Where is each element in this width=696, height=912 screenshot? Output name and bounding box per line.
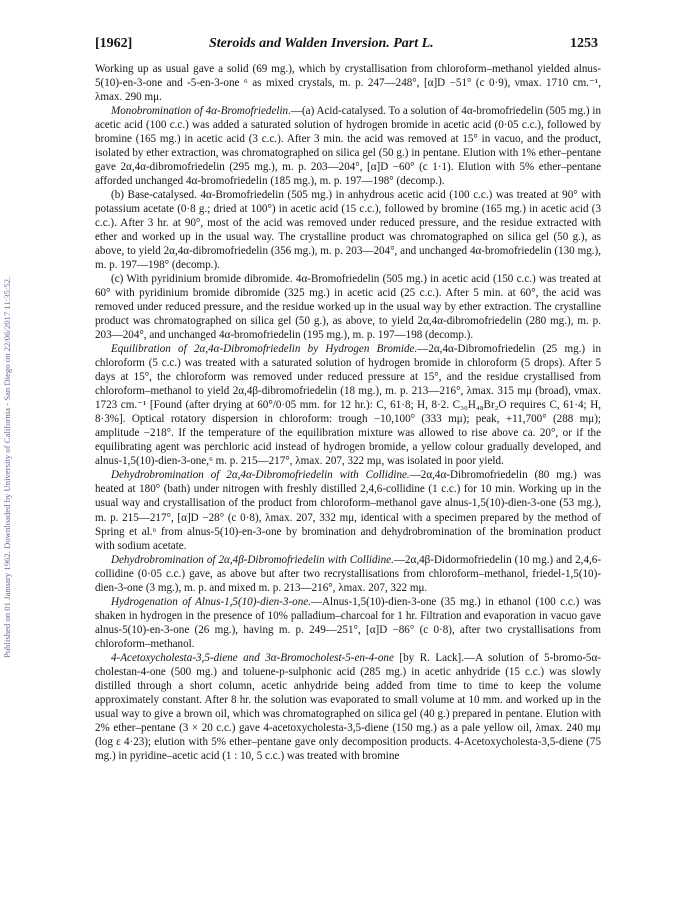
section-heading: Dehydrobromination of 2α,4α-Dibromofriedelin with Collidine. (111, 469, 410, 482)
paragraph-text: Working up as usual gave a solid (69 mg.), which by crystallisation from chloroform–methanol yielded alnus-5(10)-en-3-one and -5-en-3-one ⁶ as mixed crystals, m. p. 247—248°, [α]D −51° (c 0·9), νmax. 1710 cm.⁻¹, λmax. 290 mμ. (95, 63, 601, 104)
section-heading: Equilibration of 2α,4α-Dibromofriedelin by Hydrogen Bromide. (111, 343, 418, 356)
paragraph (95, 468, 601, 552)
paragraph-text: (c) With pyridinium bromide dibromide. 4α-Bromofriedelin (505 mg.) in acetic acid (150 c.c.) was treated at 60° with pyridinium bromide dibromide (325 mg.) in acetic acid (25 c.c.). After 5 min. at 60°, the acid was removed under reduced pressure, and the residue worked up in the usual way by ether extraction. The crystalline product was chromatographed on silica gel (50 g.), as above, to yield 2α,4α-dibromofriedelin (280 mg.), m. p. 203—204°, and unchanged 4α-bromofriedelin (195 mg.), m. p. 197—198 (decomp.). (95, 273, 601, 342)
paragraph (95, 272, 601, 342)
paragraph-text: —2α,4α-Dibromofriedelin (25 mg.) in chloroform (5 c.c.) was treated with a saturated solution of hydrogen bromide in chloroform (5 drops). After 5 days at 15°, the chloroform was removed under reduced pressure at 15°, and the residue crystallised from chloroform–methanol to yield 2α,4β-dibromofriedelin (18 mg.), m. p. 213—216°, λmax. 315 mμ (broad), νmax. 1723 cm.⁻¹ [Found (after drying at 60°/0·05 mm. for 12 hr.): C, 61·8; H, 8·2. C₃₀H₄₈Br₂O requires C, 61·4; H, 8·3%]. Optical rotatory dispersion in chloroform: trough −10,100° (333 mμ); peak, +11,700° (288 mμ); amplitude −218°. If the temperature of the equilibration mixture was allowed to rise above ca. 20°, or if the equilibrating agent was perchloric acid instead of hydrogen bromide, a yellow colour gradually developed, and alnus-1,5(10)-dien-3-one,⁶ m. p. 215—217°, λmax. 207, 322 mμ, was isolated in poor yield. (95, 343, 602, 468)
paragraph-text: —2α,4β-Didormofriedelin (10 mg.) and 2,4,6-collidine (0·05 c.c.) gave, as above but after two recrystallisations from chloroform–methanol, friedel-1,5(10)-dien-3-one (3 mg.), m. p. and mixed m. p. 213—216°, λmax. 207, 322 mμ. (95, 553, 602, 594)
paragraph-text: —Alnus-1,5(10)-dien-3-one (35 mg.) in ethanol (100 c.c.) was shaken in hydrogen in the presence of 10% palladium–charcoal for 1 hr. Filtration and evaporation in vacuo gave alnus-5(10)-en-3-one (26 mg.), having m. p. 249—251°, [α]D −86° (c 0·8), after two crystallisations from chloroform–methanol. (95, 595, 601, 650)
paragraph (95, 595, 601, 651)
page-number: 1253 (570, 36, 598, 51)
paragraph (95, 104, 601, 188)
header-year: [1962] (95, 36, 133, 51)
article-body (95, 62, 601, 763)
paragraph (95, 651, 601, 763)
section-heading: Dehydrobromination of 2α,4β-Dibromofriedelin with Collidine. (111, 553, 394, 566)
download-watermark: Published on 01 January 1962. Downloaded by University of California - San Diego on 22/06/2017 11:35:52. (2, 276, 12, 659)
page-header (95, 36, 598, 52)
paragraph (95, 553, 601, 595)
paragraph-text: (b) Base-catalysed. 4α-Bromofriedelin (505 mg.) in anhydrous acetic acid (100 c.c.) was treated at 90° with potassium acetate (0·8 g.; dried at 100°) in acetic acid (15 c.c.), followed by bromine (165 mg.) in acetic acid (3 c.c.). After 3 hr. at 90°, most of the acid was removed under reduced pressure, and the residue extracted with ether and worked up in the usual way. The crystalline product was chromatographed on silica gel (50 g.), as above, to yield 2α,4α-dibromofriedelin (356 mg.), m. p. 203—204°, and unchanged 4α-bromofriedelin (130 mg.), m. p. 197—198° (decomp.). (95, 189, 601, 272)
section-heading: Hydrogenation of Alnus-1,5(10)-dien-3-one. (111, 595, 311, 608)
section-heading: Monobromination of 4α-Bromofriedelin. (111, 105, 291, 118)
paragraph-text: —(a) Acid-catalysed. To a solution of 4α-bromofriedelin (505 mg.) in acetic acid (100 c.c.) was added a saturated solution of hydrogen bromide in acetic acid (0·05 c.c.), followed by bromine (165 mg.) in acetic acid (3 c.c.). After 3 min. the acid was removed at 15° in vacuo, and the product, isolated by ether extraction, was chromatographed on silica gel (50 g.) in pentane. Elution with 1% ether–pentane gave 2α,4α-dibromofriedelin (295 mg.), m. p. 203—204°, [α]D −60° (c 1·1). Elution with 5% ether–pentane afforded unchanged 4α-bromofriedelin (185 mg.), m. p. 197—198° (decomp.). (95, 105, 601, 188)
paragraph (95, 342, 601, 468)
header-title: Steroids and Walden Inversion. Part L. (209, 36, 434, 51)
paragraph (95, 188, 601, 272)
section-heading: 4-Acetoxycholesta-3,5-diene and 3α-Bromocholest-5-en-4-one (111, 651, 394, 664)
paragraph (95, 62, 601, 104)
paragraph-text: —2α,4α-Dibromofriedelin (80 mg.) was heated at 180° (bath) under nitrogen with freshly distilled 2,4,6-collidine (1 c.c.) for 10 min. Working up in the usual way and crystallisation of the product from chloroform–methanol gave alnus-1,5(10)-dien-3-one (53 mg.), m. p. 215—217°, [α]D −28° (c 0·8), λmax. 207, 332 mμ, identical with a specimen prepared by the method of Spring et al.⁶ from alnus-5(10)-en-3-one by bromination and dehydrobromination of the bromination product with sodium acetate. (95, 469, 601, 552)
paragraph-text: [by R. Lack].—A solution of 5-bromo-5α-cholestan-4-one (500 mg.) and toluene-p-sulphonic acid (285 mg.) in acetic anhydride (15 c.c.) was slowly distilled through a short column, acetic anhydride being added from time to time to keep the volume approximately constant. After 8 hr. the solution was evaporated to small volume at 10 mm. and worked up in the usual way to give a brown oil, which was chromatographed on silica gel (40 g.) prepared in pentane. Elution with 2% ether–pentane (3 × 20 c.c.) gave 4-acetoxycholesta-3,5-diene (150 mg.) as a pale yellow oil, λmax. 240 mμ (log ε 4·23); elution with 5% ether–pentane gave only decomposition products. 4-Acetoxycholesta-3,5-diene (75 mg.) in pyridine–acetic acid (1 : 10, 5 c.c.) was treated with bromine (95, 651, 601, 762)
